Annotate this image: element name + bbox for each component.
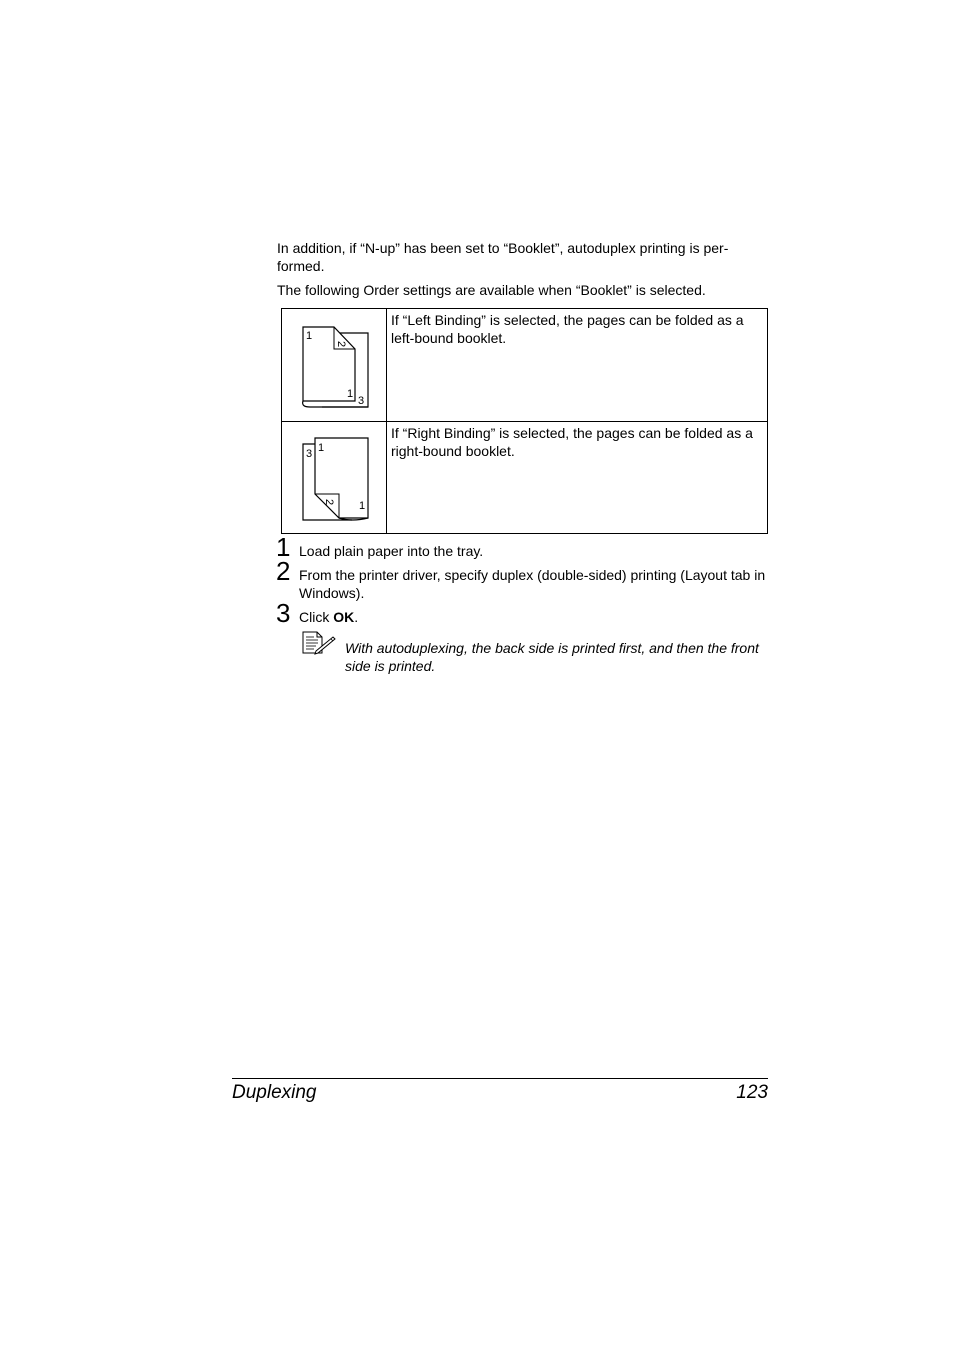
intro-paragraph-1: In addition, if “N-up” has been set to “Booklet”, autoduplex printing is per-formed.: [277, 240, 729, 274]
booklet-order-table: [281, 308, 768, 534]
right-binding-description: If “Right Binding” is selected, the pages can be folded as a right-bound booklet.: [391, 425, 753, 459]
footer-section-title: Duplexing: [232, 1082, 317, 1103]
page-number-label: 1: [359, 500, 366, 512]
step-text-suffix: .: [354, 609, 359, 625]
note-pencil-icon: [302, 631, 336, 660]
intro-paragraph-2: The following Order settings are available when “Booklet” is selected.: [277, 282, 706, 298]
footer-page-number: 123: [736, 1082, 768, 1103]
right-binding-illustration: [282, 422, 387, 533]
page-number-label: 3: [306, 448, 313, 460]
step-text: Load plain paper into the tray.: [299, 543, 484, 559]
step-number: 3: [276, 598, 291, 628]
step-text-prefix: Click: [299, 609, 334, 625]
step-text: From the printer driver, specify duplex (double-sided) printing (Layout tab in Windows).: [299, 567, 766, 601]
left-binding-booklet-icon: [282, 309, 386, 421]
step-text: [299, 608, 767, 626]
page-number-label: 2: [335, 341, 347, 348]
step-number: 2: [276, 556, 291, 586]
right-binding-booklet-icon: [282, 422, 386, 532]
left-binding-row: [282, 309, 767, 422]
ok-button-label: OK: [333, 609, 355, 625]
left-binding-illustration: [282, 309, 387, 421]
page-number-label: 3: [358, 395, 365, 407]
right-binding-row: [282, 422, 767, 533]
step-number: 1: [276, 532, 291, 562]
page-number-label: 1: [347, 388, 354, 400]
page-number-label: 1: [306, 330, 313, 342]
page-number-label: 1: [318, 442, 325, 454]
left-binding-description: If “Left Binding” is selected, the pages can be folded as a left-bound booklet.: [391, 312, 744, 346]
note-text: With autoduplexing, the back side is printed first, and then the front side is printed.: [345, 640, 759, 674]
page-number-label: 2: [323, 499, 335, 506]
footer-divider: [232, 1078, 768, 1079]
